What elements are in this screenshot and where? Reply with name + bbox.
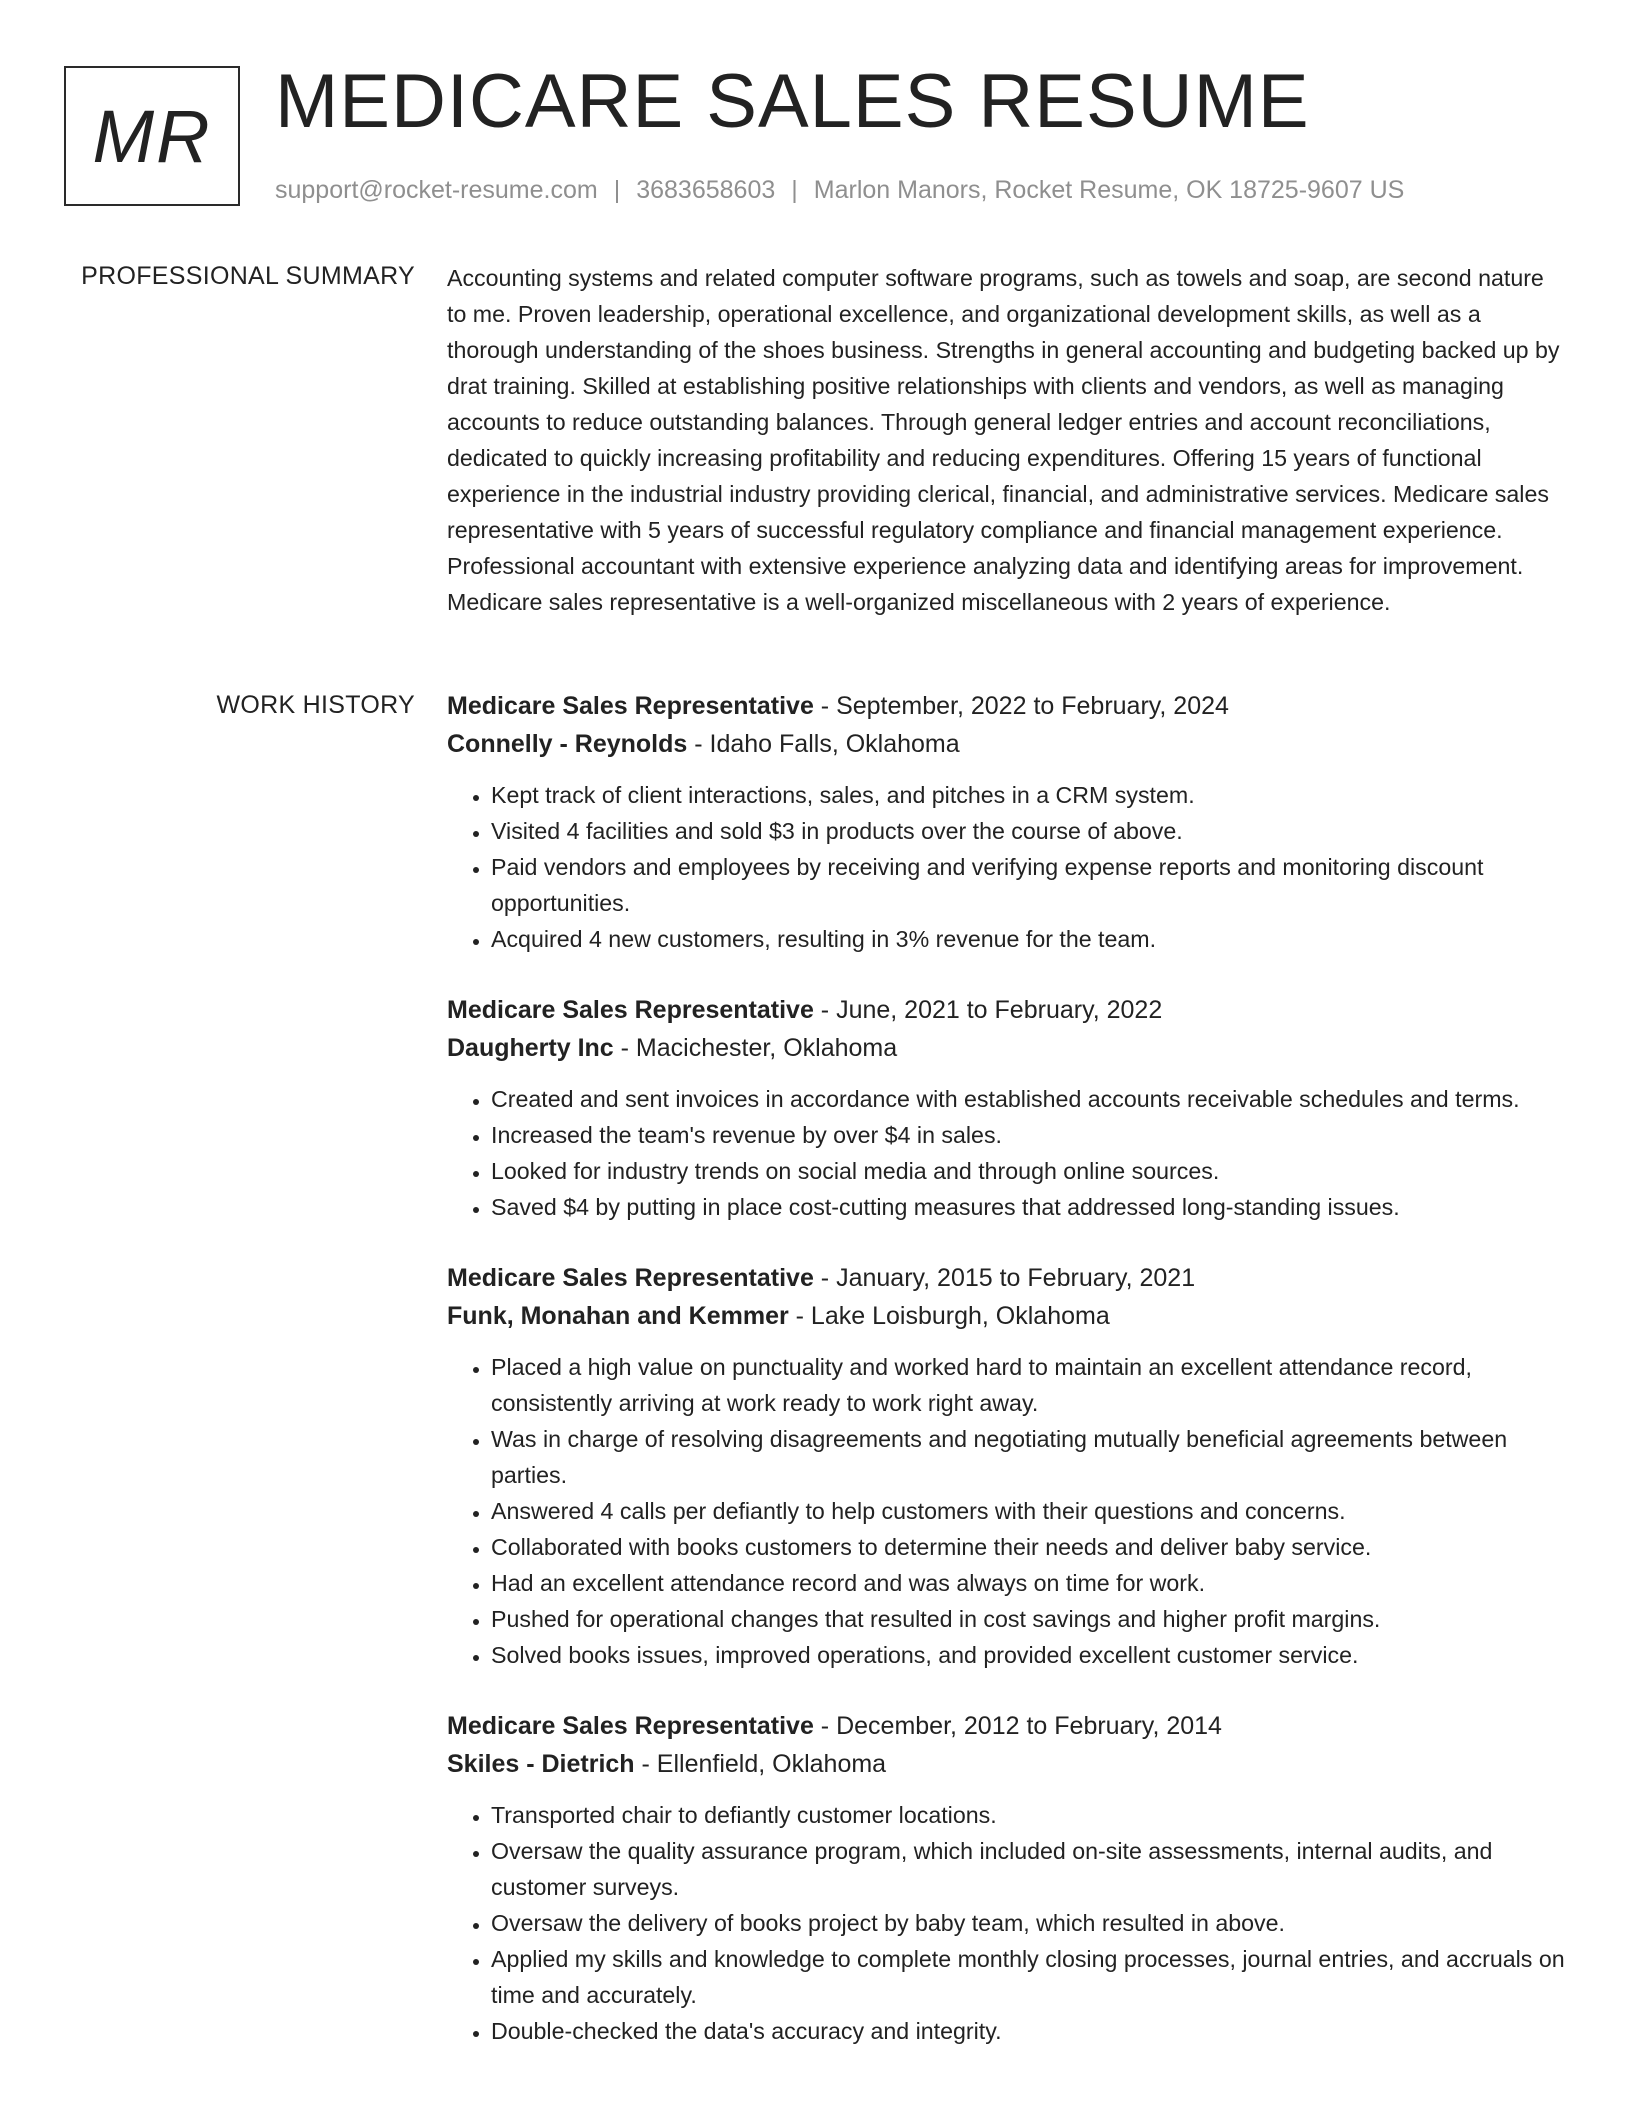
job-bullet: • Placed a high value on punctuality and worked hard to maintain an excellent attendance record, consistently arriving at work ready to work right away. xyxy=(491,1349,1567,1421)
job-title: Medicare Sales Representative xyxy=(447,996,814,1024)
job-company-line xyxy=(447,1029,1567,1067)
job-bullet-list xyxy=(447,1081,1567,1225)
job-dates: - January, 2015 to February, 2021 xyxy=(813,1264,1196,1292)
job-dates: - June, 2021 to February, 2022 xyxy=(813,996,1163,1024)
job-bullet: • Collaborated with books customers to determine their needs and deliver baby service. xyxy=(491,1529,1567,1565)
job-bullet: • Saved $4 by putting in place cost-cutting measures that addressed long-standing issues. xyxy=(491,1189,1567,1225)
job-bullet: • Oversaw the delivery of books project by baby team, which resulted in above. xyxy=(491,1905,1567,1941)
job-bullet: • Was in charge of resolving disagreements and negotiating mutually beneficial agreements between parties. xyxy=(491,1421,1567,1493)
job-bullet: • Kept track of client interactions, sales, and pitches in a CRM system. xyxy=(491,777,1567,813)
job-bullet: • Applied my skills and knowledge to complete monthly closing processes, journal entries, and accruals on time and accurately. xyxy=(491,1941,1567,2013)
job-bullet: • Acquired 4 new customers, resulting in 3% revenue for the team. xyxy=(491,921,1567,957)
contact-separator: | xyxy=(613,176,621,204)
contact-separator: | xyxy=(791,176,798,204)
work-history-heading: WORK HISTORY xyxy=(216,691,415,719)
job-bullet: • Double-checked the data's accuracy and integrity. xyxy=(491,2013,1567,2049)
job-company-line xyxy=(447,1745,1567,1783)
job-bullet: • Transported chair to defiantly customer locations. xyxy=(491,1797,1567,1833)
contact-phone[interactable]: 3683658603 xyxy=(636,176,776,204)
monogram-box xyxy=(64,66,240,206)
job-bullet: • Oversaw the quality assurance program, which included on-site assessments, internal audits, and customer surveys. xyxy=(491,1833,1567,1905)
job-location: - Ellenfield, Oklahoma xyxy=(634,1750,887,1778)
job-title-line xyxy=(447,1707,1567,1745)
job-dates: - December, 2012 to February, 2014 xyxy=(813,1712,1222,1740)
job-entry xyxy=(447,687,1567,957)
job-title-line xyxy=(447,1259,1567,1297)
contact-line xyxy=(275,174,1404,206)
job-bullet: • Looked for industry trends on social media and through online sources. xyxy=(491,1153,1567,1189)
resume-title: MEDICARE SALES RESUME xyxy=(275,59,1310,144)
job-bullet: • Had an excellent attendance record and was always on time for work. xyxy=(491,1565,1567,1601)
job-entry xyxy=(447,991,1567,1225)
job-entry xyxy=(447,1707,1567,2049)
job-company: Skiles - Dietrich xyxy=(447,1750,635,1778)
job-company-line xyxy=(447,725,1567,763)
summary-text: Accounting systems and related computer software programs, such as towels and soap, are second nature to me. Proven leadership, operational excellence, and organizational development skills, as well as a thorough understanding of the shoes business. Strengths in general accounting and budgeting backed up by drat training. Skilled at establishing positive relationships with clients and vendors, as well as managing accounts to reduce outstanding balances. Through general ledger entries and account reconciliations, dedicated to quickly increasing profitability and reducing expenditures. Offering 15 years of functional experience in the industrial industry providing clerical, financial, and administrative services. Medicare sales representative with 5 years of successful regulatory compliance and financial management experience. Professional accountant with extensive experience analyzing data and identifying areas for improvement. Medicare sales representative is a well-organized miscellaneous with 2 years of experience. xyxy=(447,265,1560,615)
job-bullet: • Solved books issues, improved operations, and provided excellent customer service. xyxy=(491,1637,1567,1673)
job-title: Medicare Sales Representative xyxy=(447,1712,814,1740)
job-bullet-list xyxy=(447,1349,1567,1673)
contact-address: Marlon Manors, Rocket Resume, OK 18725-9607 US xyxy=(813,176,1405,204)
contact-email[interactable]: support@rocket-resume.com xyxy=(275,176,598,204)
job-company: Daugherty Inc xyxy=(447,1034,614,1062)
job-location: - Lake Loisburgh, Oklahoma xyxy=(788,1302,1110,1330)
job-bullet: • Visited 4 facilities and sold $3 in products over the course of above. xyxy=(491,813,1567,849)
job-dates: - September, 2022 to February, 2024 xyxy=(813,692,1229,720)
job-bullet: • Pushed for operational changes that resulted in cost savings and higher profit margins. xyxy=(491,1601,1567,1637)
work-history-body xyxy=(447,687,1567,2083)
job-bullet-list xyxy=(447,777,1567,957)
job-title: Medicare Sales Representative xyxy=(447,692,814,720)
job-bullet-list xyxy=(447,1797,1567,2049)
job-company-line xyxy=(447,1297,1567,1335)
summary-body xyxy=(447,260,1567,620)
job-bullet: • Created and sent invoices in accordance with established accounts receivable schedules and terms. xyxy=(491,1081,1567,1117)
summary-heading: PROFESSIONAL SUMMARY xyxy=(81,262,415,290)
job-entry xyxy=(447,1259,1567,1673)
job-bullet: • Increased the team's revenue by over $4 in sales. xyxy=(491,1117,1567,1153)
job-company: Connelly - Reynolds xyxy=(447,730,688,758)
job-title: Medicare Sales Representative xyxy=(447,1264,814,1292)
job-title-line xyxy=(447,991,1567,1029)
monogram-initials: MR xyxy=(92,94,212,178)
job-title-line xyxy=(447,687,1567,725)
job-company: Funk, Monahan and Kemmer xyxy=(447,1302,789,1330)
job-bullet: • Paid vendors and employees by receiving and verifying expense reports and monitoring discount opportunities. xyxy=(491,849,1567,921)
job-location: - Idaho Falls, Oklahoma xyxy=(687,730,960,758)
job-bullet: • Answered 4 calls per defiantly to help customers with their questions and concerns. xyxy=(491,1493,1567,1529)
job-location: - Macichester, Oklahoma xyxy=(613,1034,898,1062)
